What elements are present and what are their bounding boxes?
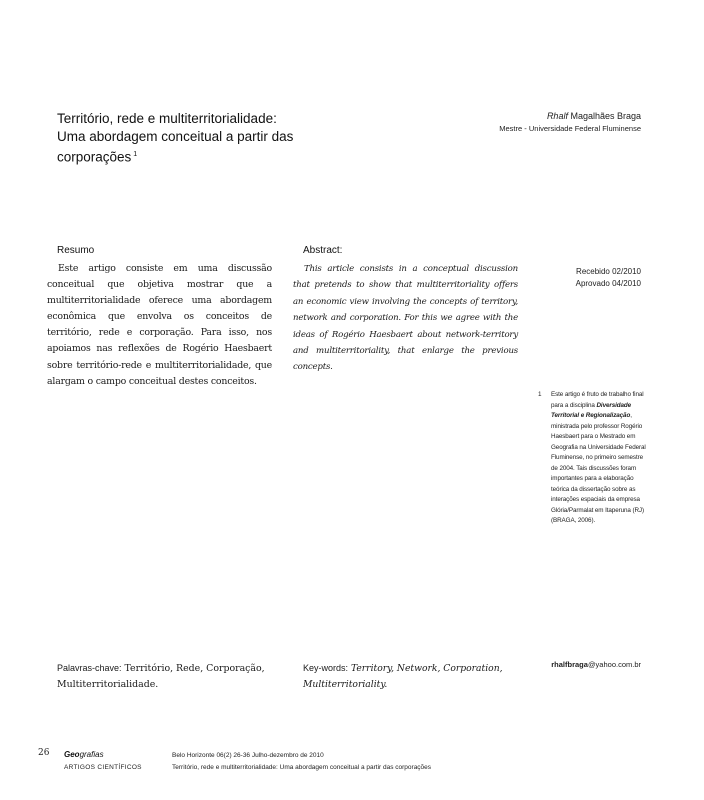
author-affiliation: Mestre - Universidade Federal Fluminense: [499, 124, 641, 133]
footnote-course: Diversidade Territorial e Regionalização: [551, 401, 632, 419]
title-footnote-mark: 1: [133, 151, 138, 158]
issue-line: Belo Horizonte 06(2) 26-36 Julho-dezembro de 2010: [172, 752, 324, 759]
journal-section: ARTIGOS CIENTÍFICOS: [64, 764, 142, 771]
journal-name-bold: Geo: [64, 750, 80, 759]
keywords-en-value: Territory, Network, Corporation, Multiterritoriality.: [303, 663, 503, 690]
abstract-heading: Abstract:: [303, 245, 343, 256]
author-name: [499, 110, 641, 122]
author-first-name: Rhalf: [546, 111, 568, 121]
email-domain: @yahoo.com.br: [587, 660, 641, 669]
keywords-pt-value: Território, Rede, Corporação, Multiterritorialidade.: [57, 663, 265, 690]
journal-name: [64, 750, 142, 760]
resumo-heading: Resumo: [57, 245, 95, 256]
author-last-name: Magalhães Braga: [567, 111, 641, 121]
footnote-text-before: Este artigo é fruto de trabalho final para a disciplina: [551, 391, 644, 409]
footnote-text: [551, 390, 648, 527]
approved-date: Aprovado 04/2010: [575, 278, 641, 288]
footnote-number: 1: [538, 391, 542, 398]
footnote: [538, 390, 648, 527]
abstract-text: This article consists in a conceptual discussion that pretends to show that multiterritoriality offers an economic view involving the concepts of territory, network and corporation. For this we agree with the ideas of Rogério Haesbaert about network-territory and multiterritoriality, that enlarge the previous concepts.: [293, 264, 518, 373]
footnote-text-after: , ministrada pelo professor Rogério Haesbaert para o Mestrado em Geografia na Universidade Federal Fluminense, no primeiro semestre de 2004. Tais discussões foram importantes para a elaboração teórica da dissertação sobre as interações espaciais da empresa Glória/Parmalat em Itaperuna (RJ) (BRAGA, 2006).: [551, 412, 646, 524]
keywords-pt: [57, 660, 287, 693]
keywords-pt-label: Palavras-chave:: [57, 663, 122, 673]
author-email: [551, 660, 641, 669]
issue-info: [172, 750, 431, 774]
article-title-text: Território, rede e multiterritorialidade: Uma abordagem conceitual a partir das corporações: [57, 111, 294, 165]
keywords-en-label: Key-words:: [303, 663, 349, 673]
author-block: [499, 110, 641, 134]
resumo-text: Este artigo consiste em uma discussão conceitual que objetiva mostrar que a multiterritorialidade oferece uma abordagem econômica que envolva os conceitos de território, rede e corporação. Para isso, nos apoiamos nas reflexões de Rogério Haesbaert sobre território-rede e multiterritorialidade, que alargam o campo conceitual destes conceitos.: [47, 263, 272, 387]
email-user: rhalfbraga: [551, 660, 588, 669]
article-title: [57, 110, 307, 167]
running-title: Território, rede e multiterritorialidade: Uma abordagem conceitual a partir das corporações: [172, 764, 432, 771]
submission-dates: [576, 266, 641, 289]
keywords-en: [303, 660, 523, 693]
journal-name-italic: grafias: [79, 750, 104, 759]
journal-block: [64, 750, 142, 771]
received-date: Recebido 02/2010: [576, 267, 641, 276]
page-number: 26: [38, 748, 50, 758]
